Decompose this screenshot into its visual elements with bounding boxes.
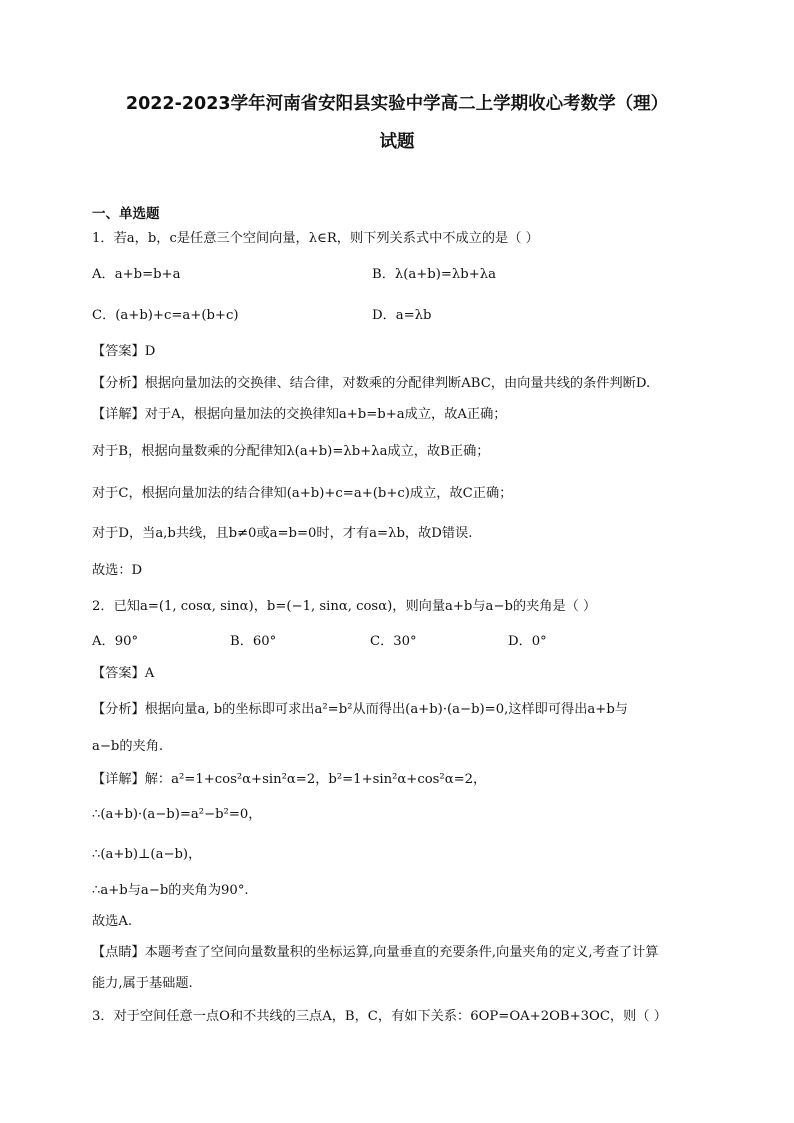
q2-comment-cont: 能力,属于基础题. [92,976,193,991]
q2-option-a: A．90° [92,634,139,649]
q1-detail-c: 对于C，根据向量加法的结合律知(a+b)+c=a+(b+c)成立，故C正确； [92,486,513,501]
q1-option-b: B．λ(a+b)=λb+λa [372,267,496,282]
q3-stem: 3．对于空间任意一点O和不共线的三点A，B，C，有如下关系：6OP=OA+2OB+3OC，则（ ） [92,1009,667,1024]
q2-step-1: ∴(a+b)·(a−b)=a²−b²=0， [92,807,262,822]
exam-title-line2: 试题 [379,132,415,152]
q1-analysis: 【分析】根据向量加法的交换律、结合律，对数乘的分配律判断ABC，由向量共线的条件判断D. [92,376,651,391]
q1-option-c: C．(a+b)+c=a+(b+c) [92,308,239,323]
q1-option-a: A．a+b=b+a [92,267,181,282]
q2-analysis-cont: a−b的夹角. [92,739,164,754]
q1-choose: 故选：D [92,563,143,578]
q1-stem: 1．若a，b，c是任意三个空间向量，λ∈R，则下列关系式中不成立的是（ ） [92,231,539,246]
q2-step-2: ∴(a+b)⊥(a−b)， [92,847,202,862]
q1-detail-d: 对于D，当a,b共线，且b≠0或a=b=0时，才有a=λb，故D错误. [92,526,473,541]
q2-answer: 【答案】A [92,666,155,681]
q2-detail: 【详解】解：a²=1+cos²α+sin²α=2，b²=1+sin²α+cos²α=2， [92,772,487,787]
section-heading: 一、单选题 [92,206,160,222]
q1-answer: 【答案】D [92,344,156,359]
q2-option-c: C．30° [370,634,417,649]
q2-choose: 故选A. [92,914,133,929]
q2-analysis: 【分析】根据向量a, b的坐标即可求出a²=b²从而得出(a+b)·(a−b)=0,这样即可得出a+b与 [92,702,628,717]
q1-option-d: D．a=λb [372,308,432,323]
exam-title: 2022-2023学年河南省安阳县实验中学高二上学期收心考数学（理） [125,94,669,114]
q1-detail: 【详解】对于A，根据向量加法的交换律知a+b=b+a成立，故A正确； [92,407,507,422]
q2-comment: 【点睛】本题考查了空间向量数量积的坐标运算,向量垂直的充要条件,向量夹角的定义,考查了计算 [92,945,659,960]
q2-option-b: B．60° [230,634,277,649]
q1-detail-b: 对于B，根据向量数乘的分配律知λ(a+b)=λb+λa成立，故B正确； [92,444,490,459]
q2-step-3: ∴a+b与a−b的夹角为90°. [92,883,249,898]
q2-option-d: D．0° [508,634,547,649]
q2-stem: 2．已知a=(1, cosα, sinα)，b=(−1, sinα, cosα)，则向量a+b与a−b的夹角是（ ） [92,599,597,614]
